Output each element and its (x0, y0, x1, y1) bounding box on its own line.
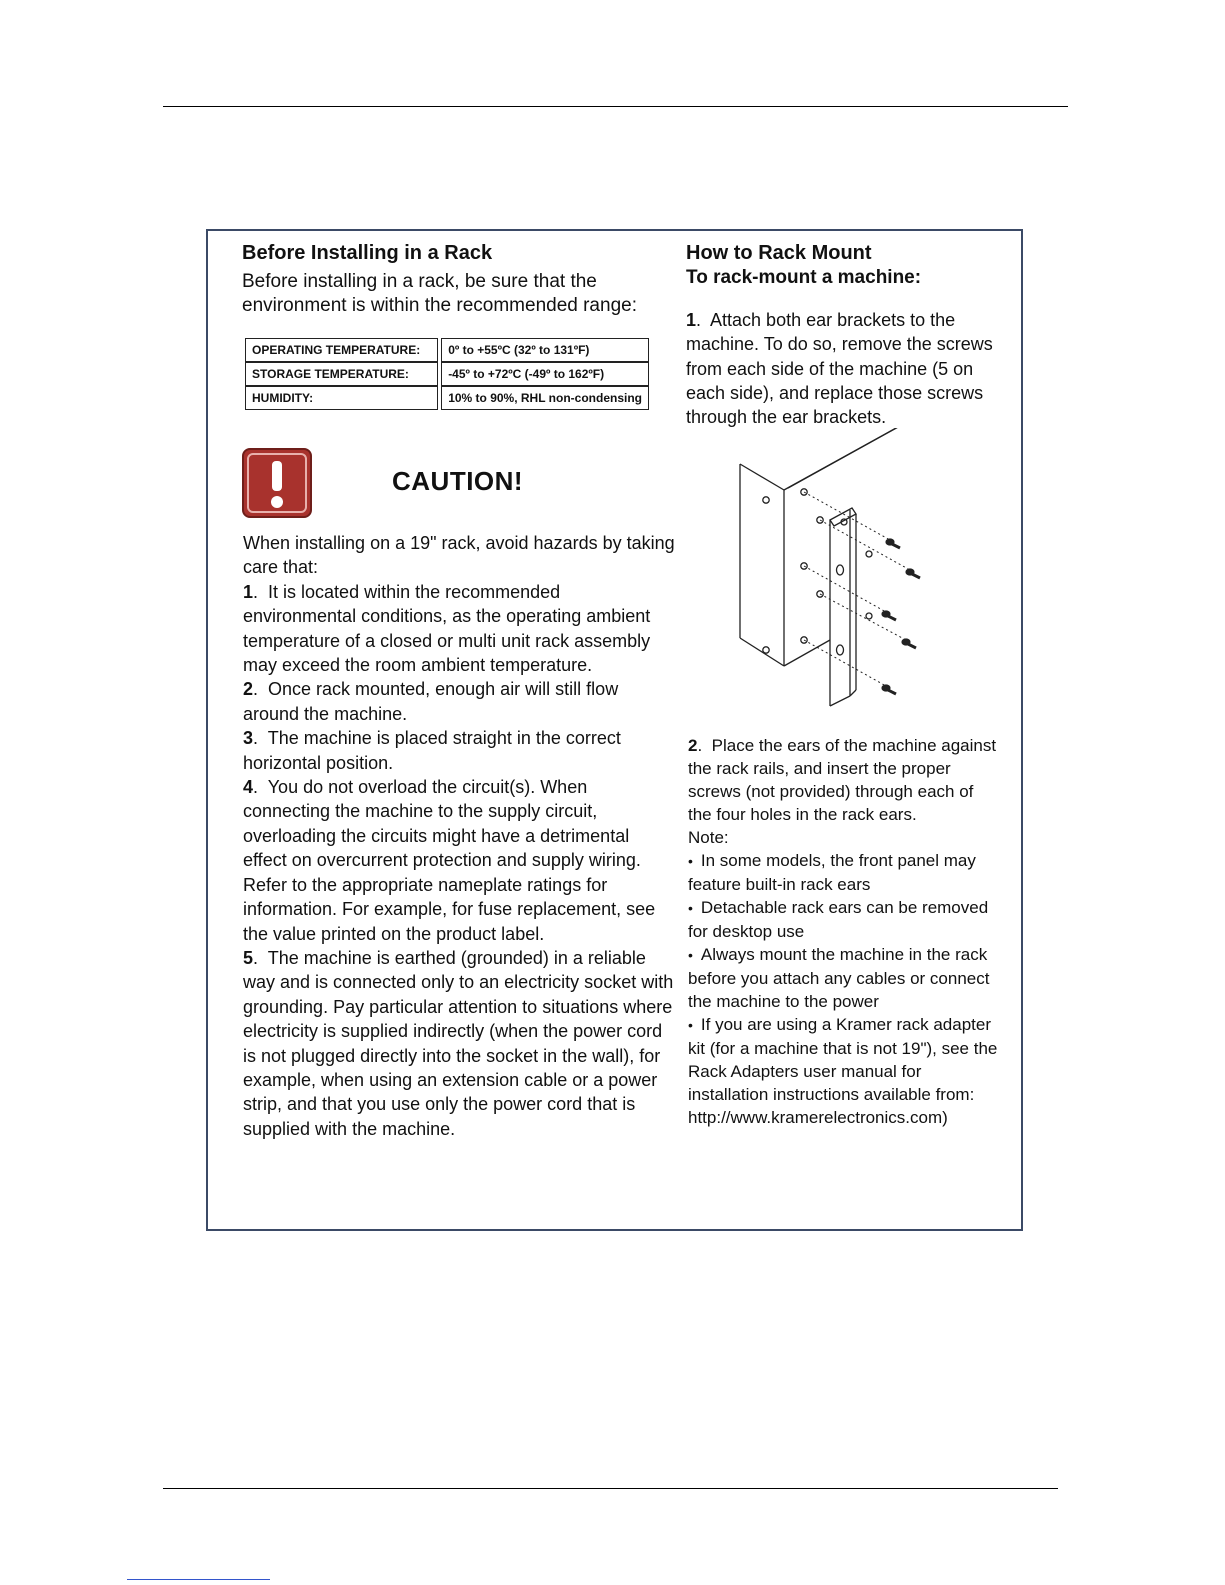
spec-label: HUMIDITY: (245, 386, 438, 410)
item-text: The machine is earthed (grounded) in a reliable way and is connected only to an electricity socket with grounding. Pay particular attention to situations where electricity is supplied indirectly (when the power cord is not plugged directly into the socket in the wall), for example, when using an extension cable or a power strip, and that you use only the power cord that is supplied with the machine. (243, 947, 674, 1139)
list-item: 3. The machine is placed straight in the correct horizontal position. (243, 728, 621, 773)
step-2: 2. Place the ears of the machine against the rack rails, and insert the proper screws (not provided) through each of the four holes in the rack ears. (688, 736, 997, 824)
list-item: 4. You do not overload the circuit(s). When connecting the machine to the supply circuit, overloading the circuits might have a detrimental effect on overcurrent protection and supply wiring. Refer to the appropriate nameplate ratings for information. For example, for fuse replacement, see the value printed on the product label. (243, 777, 656, 944)
table-row (245, 338, 649, 362)
caution-title: CAUTION! (392, 466, 524, 496)
item-number: 2 (243, 679, 254, 700)
spec-label: STORAGE TEMPERATURE: (245, 362, 438, 386)
item-text: Once rack mounted, enough air will still flow around the machine. (243, 679, 619, 724)
note-item: • In some models, the front panel may feature built-in rack ears (688, 849, 998, 896)
step-number: 1 (686, 310, 697, 330)
item-number: 1 (243, 581, 254, 602)
step-number: 2 (688, 736, 698, 755)
footer-rule (163, 1488, 1058, 1489)
note-item: • If you are using a Kramer rack adapter kit (for a machine that is not 19"), see the Rack Adapters user manual for installation instructions available from: http://www.kramerelectronics.com) (688, 1013, 998, 1129)
rack-mount-subheading: To rack-mount a machine: (686, 267, 922, 288)
step-1: 1. Attach both ear brackets to the machine. To do so, remove the screws from each side of the machine (5 on each side), and replace those screws through the ear brackets. (686, 310, 993, 428)
spec-value: 10% to 90%, RHL non-condensing (441, 386, 649, 410)
environment-intro: Before installing in a rack, be sure that the environment is within the recommended range: (242, 271, 637, 316)
note-item: • Detachable rack ears can be removed for desktop use (688, 896, 998, 943)
caution-intro: When installing on a 19" rack, avoid hazards by taking care that: (243, 533, 675, 578)
step-text: Place the ears of the machine against the rack rails, and insert the proper screws (not provided) through each of the four holes in the rack ears. (688, 736, 997, 824)
spec-value: -45º to +72ºC (-49º to 162ºF) (441, 362, 649, 386)
item-number: 4 (243, 777, 254, 798)
item-text: It is located within the recommended environmental conditions, as the operating ambient temperature of a closed or multi unit rack assembly may exceed the room ambient temperature. (243, 581, 651, 676)
left-column (242, 240, 672, 318)
right-column (686, 240, 1006, 447)
rack-ear-bracket-diagram (738, 428, 958, 720)
environment-spec-table (242, 338, 652, 410)
item-text: You do not overload the circuit(s). When connecting the machine to the supply circuit, overloading the circuits might have a detrimental effect on overcurrent protection and supply wiring. Refer to the appropriate nameplate ratings for information. For example, for fuse replacement, see the value printed on the product label. (243, 777, 656, 944)
item-text: The machine is placed straight in the correct horizontal position. (243, 728, 621, 773)
spec-value: 0º to +55ºC (32º to 131ºF) (441, 338, 649, 362)
note-item: • Always mount the machine in the rack before you attach any cables or connect the machine to the power (688, 943, 998, 1013)
table-row (245, 362, 649, 386)
list-item: 2. Once rack mounted, enough air will still flow around the machine. (243, 679, 619, 724)
note-label: Note: (688, 828, 729, 847)
footer-link-underline[interactable] (127, 1579, 270, 1580)
section-heading-rack-mount: How to Rack Mount (686, 242, 872, 264)
rack-mount-lower (688, 734, 998, 1129)
header-rule (163, 106, 1068, 107)
list-item: 1. It is located within the recommended environmental conditions, as the operating ambient temperature of a closed or multi unit rack assembly may exceed the room ambient temperature. (243, 581, 651, 676)
list-item: 5. The machine is earthed (grounded) in a reliable way and is connected only to an electricity socket with grounding. Pay particular attention to situations where electricity is supplied indirectly (when the power cord is not plugged directly into the socket in the wall), for example, when using an extension cable or a power strip, and that you use only the power cord that is supplied with the machine. (243, 947, 674, 1139)
item-number: 5 (243, 947, 254, 968)
step-text: Attach both ear brackets to the machine. To do so, remove the screws from each side of the machine (5 on each side), and replace those screws through the ear brackets. (686, 310, 993, 428)
exclamation-warning-icon (242, 448, 312, 518)
section-heading-before-installing: Before Installing in a Rack (242, 242, 493, 264)
table-row (245, 386, 649, 410)
caution-body (243, 531, 675, 1141)
spec-label: OPERATING TEMPERATURE: (245, 338, 438, 362)
item-number: 3 (243, 728, 254, 749)
